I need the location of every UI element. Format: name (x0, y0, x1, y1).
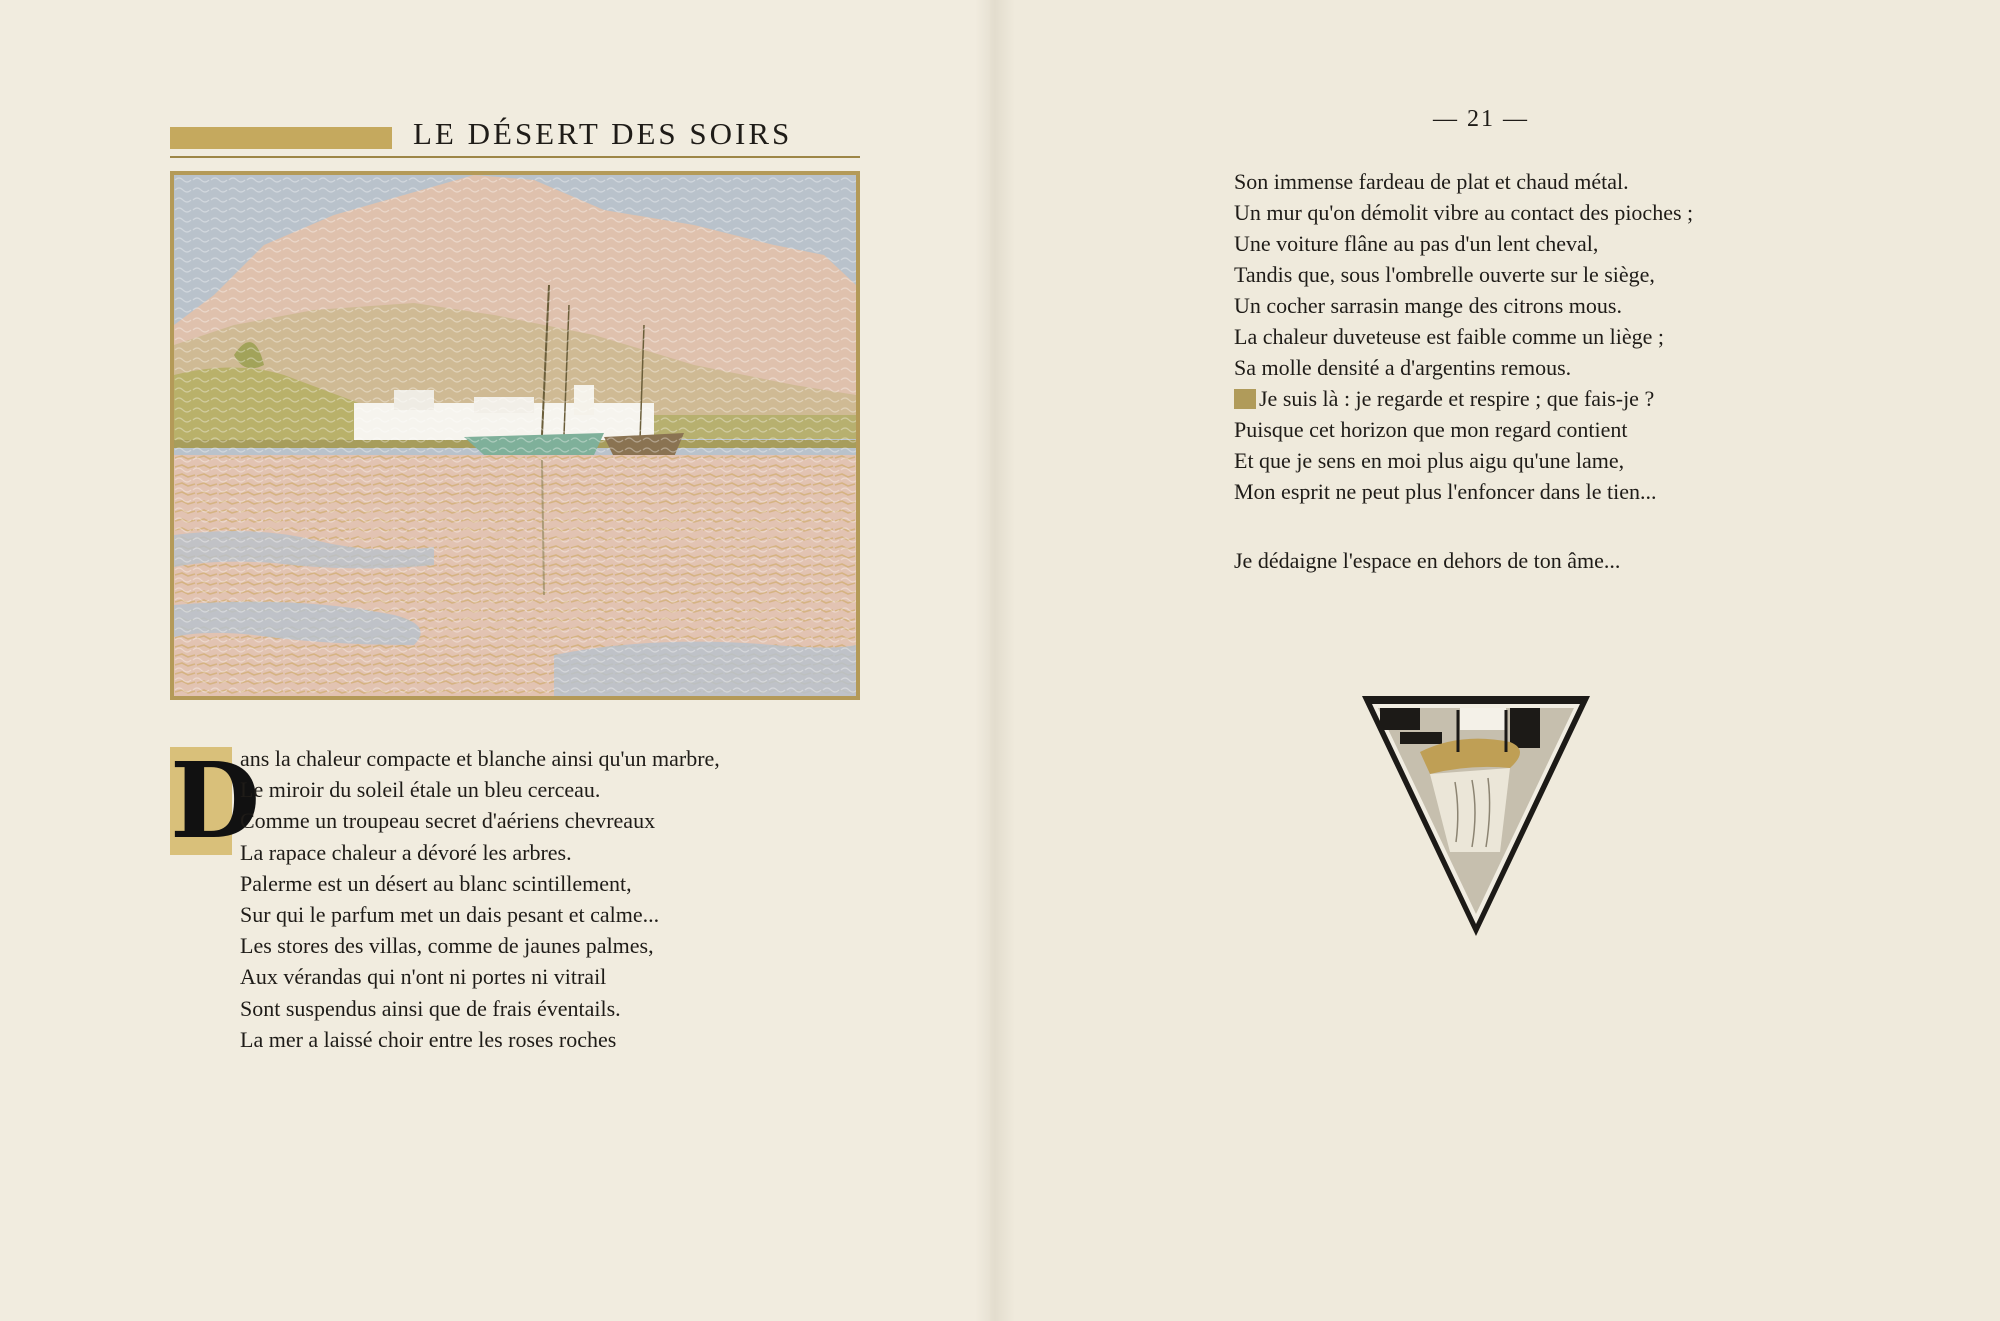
harbor-illustration (170, 171, 860, 700)
paragraph-marker-icon (1234, 389, 1256, 409)
poem-left (240, 743, 720, 1055)
poem-line: La mer a laissé choir entre les roses roches (240, 1026, 617, 1052)
poem-line: ans la chaleur compacte et blanche ainsi qu'un marbre, (240, 746, 720, 771)
poem-line: La chaleur duveteuse est faible comme un liège ; (1234, 324, 1665, 349)
closing-line: Je dédaigne l'espace en dehors de ton âme... (1234, 548, 1621, 573)
book-gutter (975, 0, 1015, 1321)
poem-line: Aux vérandas qui n'ont ni portes ni vitrail (240, 964, 607, 990)
poem-line: Sur qui le parfum met un dais pesant et calme... (240, 902, 660, 928)
poem-line: Un mur qu'on démolit vibre au contact des pioches ; (1234, 200, 1694, 225)
dropcap-box (170, 739, 261, 862)
poem-line: Sont suspendus ainsi que de frais éventails. (240, 995, 621, 1021)
poem-right (1234, 166, 1693, 507)
poem-line: Les stores des villas, comme de jaunes palmes, (240, 933, 654, 959)
title-rule (170, 156, 860, 158)
left-page (0, 0, 990, 1321)
triangle-vignette-icon (1360, 692, 1592, 940)
page-title: LE DÉSERT DES SOIRS (413, 116, 793, 151)
poem-line: Comme un troupeau secret d'aériens chevreaux (240, 808, 656, 834)
poem-line: Son immense fardeau de plat et chaud métal. (1234, 169, 1629, 194)
dropcap-letter: D (170, 739, 261, 862)
poem-line: Puisque cet horizon que mon regard contient (1234, 417, 1628, 442)
poem-line: Mon esprit ne peut plus l'enfoncer dans le tien... (1234, 479, 1657, 504)
poem-line: Un cocher sarrasin mange des citrons mous. (1234, 293, 1622, 318)
poem-line: La rapace chaleur a dévoré les arbres. (240, 839, 572, 865)
poem-line: Tandis que, sous l'ombrelle ouverte sur le siège, (1234, 262, 1655, 287)
page-number: — 21 — (1433, 106, 1529, 132)
poem-line: Une voiture flâne au pas d'un lent cheval, (1234, 231, 1599, 256)
poem-line: Palerme est un désert au blanc scintillement, (240, 870, 632, 896)
poem-line-marked (1234, 383, 1693, 414)
poem-line: Le miroir du soleil étale un bleu cerceau. (240, 777, 601, 803)
poem-line: Sa molle densité a d'argentins remous. (1234, 355, 1572, 380)
poem-line: Et que je sens en moi plus aigu qu'une lame, (1234, 448, 1625, 473)
poem-line-text: Je suis là : je regarde et respire ; que fais-je ? (1259, 386, 1655, 411)
title-gold-bar (170, 127, 392, 149)
